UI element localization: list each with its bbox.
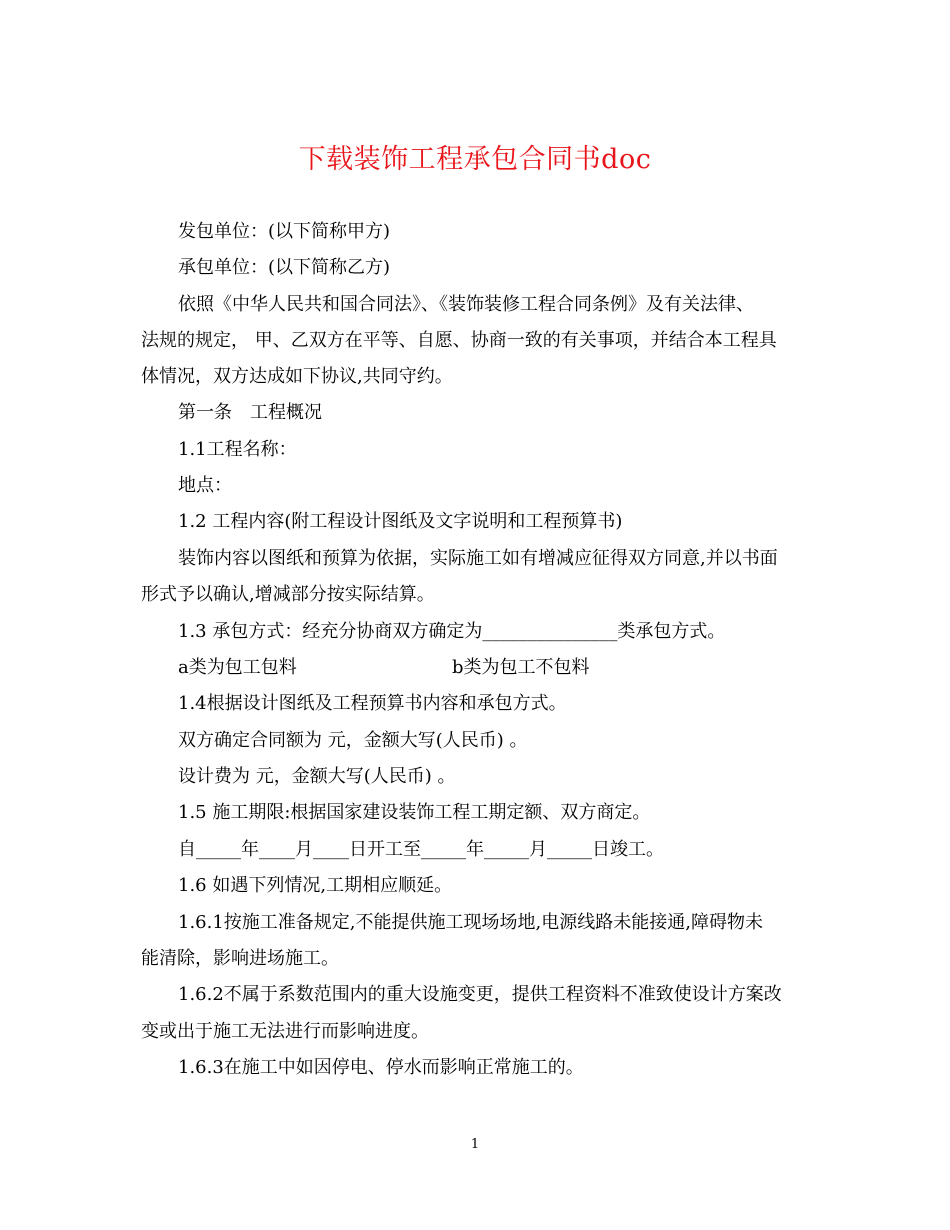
page-number: 1 xyxy=(470,1137,480,1152)
paragraph-line: 发包单位：(以下简称甲方) xyxy=(178,221,391,242)
paragraph-line: 能清除，影响进场施工。 xyxy=(141,948,339,969)
option-b: b类为包工不包料 xyxy=(452,657,590,678)
paragraph-line: 法规的规定， 甲、乙双方在平等、自愿、协商一致的有关事项，并结合本工程具 xyxy=(141,330,777,351)
paragraph-line: 1.6.2不属于系数范围内的重大设施变更，提供工程资料不准致使设计方案改 xyxy=(178,984,782,1005)
paragraph-line: 1.6.3在施工中如因停电、停水而影响正常施工的。 xyxy=(178,1057,584,1078)
option-a: a类为包工包料 xyxy=(178,657,297,678)
paragraph-line: 依照《中华人民共和国合同法》、《装饰装修工程合同条例》及有关法律、 xyxy=(178,294,754,315)
paragraph-line: 形式予以确认,增减部分按实际结算。 xyxy=(141,584,435,605)
paragraph-line: 变或出于施工无法进行而影响进度。 xyxy=(141,1021,429,1042)
paragraph-line: 装饰内容以图纸和预算为依据，实际施工如有增减应征得双方同意,并以书面 xyxy=(178,548,778,569)
document-title: 下载装饰工程承包合同书doc xyxy=(298,144,652,175)
paragraph-line: 1.6 如遇下列情况,工期相应顺延。 xyxy=(178,875,453,896)
paragraph-line: 1.1工程名称： xyxy=(178,439,297,460)
paragraph-line: 地点： xyxy=(178,475,232,496)
paragraph-line: 自_____年____月____日开工至_____年_____月_____日竣工。 xyxy=(178,839,664,860)
paragraph-line: 1.6.1按施工准备规定,不能提供施工现场场地,电源线路未能接通,障碍物未 xyxy=(178,912,763,933)
paragraph-line: 双方确定合同额为 元，金额大写(人民币) 。 xyxy=(178,730,528,751)
paragraph-line: 体情况，双方达成如下协议,共同守约。 xyxy=(141,366,453,387)
paragraph-line: 1.2 工程内容(附工程设计图纸及文字说明和工程预算书) xyxy=(178,511,623,532)
section-heading: 第一条 工程概况 xyxy=(178,402,322,423)
paragraph-line: 承包单位：(以下简称乙方) xyxy=(178,257,391,278)
paragraph-line: 1.3 承包方式：经充分协商双方确定为_______________类承包方式。 xyxy=(178,621,726,642)
paragraph-line: 1.4根据设计图纸及工程预算书内容和承包方式。 xyxy=(178,693,567,714)
paragraph-line: 设计费为 元，金额大写(人民币) 。 xyxy=(178,766,456,787)
paragraph-line: 1.5 施工期限:根据国家建设装饰工程工期定额、双方商定。 xyxy=(178,802,651,823)
